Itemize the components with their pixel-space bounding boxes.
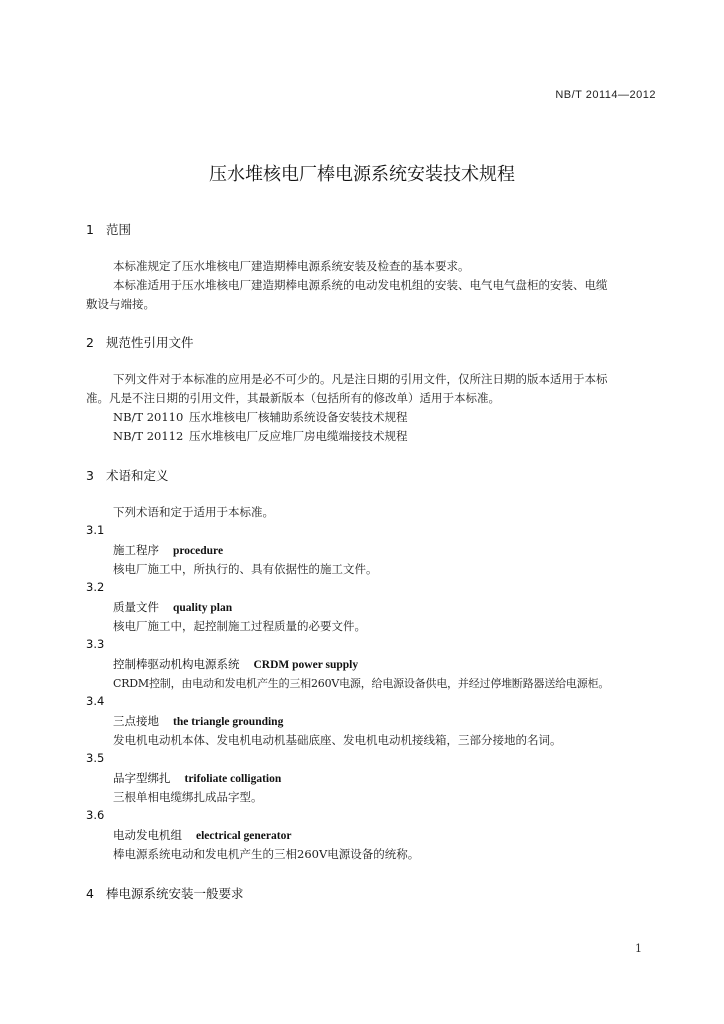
reference-title: 压水堆核电厂核辅助系统设备安装技术规程 (189, 410, 408, 424)
term-en: CRDM power supply (253, 659, 359, 671)
term-zh: 控制棒驱动机构电源系统 (113, 657, 240, 671)
section-2-heading (86, 333, 194, 351)
paragraph: 本标准规定了压水堆核电厂建造期棒电源系统安装及检查的基本要求。 (113, 259, 470, 273)
term-definition: 发电机电动机本体、发电机电动机基础底座、发电机电动机接线箱，三部分接地的名词。 (113, 733, 562, 747)
term-number: 3.3 (86, 637, 105, 651)
normative-reference (113, 409, 408, 425)
section-number: 1 (86, 222, 94, 237)
term-number: 3.4 (86, 694, 105, 708)
term-number: 3.5 (86, 751, 105, 765)
term-definition: 三根单相电缆绑扎成品字型。 (113, 790, 263, 804)
paragraph: 下列术语和定于适用于本标准。 (113, 505, 274, 519)
term-definition: 核电厂施工中，所执行的、具有依据性的施工文件。 (113, 562, 378, 576)
page-number: 1 (635, 942, 642, 955)
term-entry (113, 599, 232, 615)
section-title: 棒电源系统安装一般要求 (106, 886, 244, 901)
term-definition: 棒电源系统电动和发电机产生的三相260V电源设备的统称。 (113, 847, 420, 861)
term-number: 3.1 (86, 523, 105, 537)
reference-code: NB/T 20112 (113, 429, 184, 443)
term-number: 3.2 (86, 580, 105, 594)
section-title: 术语和定义 (106, 468, 169, 483)
term-entry (113, 827, 291, 843)
normative-reference (113, 428, 408, 444)
term-zh: 电动发电机组 (113, 828, 182, 842)
section-4-heading (86, 884, 244, 902)
reference-title: 压水堆核电厂反应堆厂房电缆端接技术规程 (189, 429, 408, 443)
section-3-heading (86, 466, 169, 484)
paragraph: 下列文件对于本标准的应用是必不可少的。凡是注日期的引用文件，仅所注日期的版本适用于本标 (113, 372, 608, 386)
term-entry (113, 713, 283, 729)
paragraph: 本标准适用于压水堆核电厂建造期棒电源系统的电动发电机组的安装、电气电气盘柜的安装、电缆 (113, 278, 608, 292)
term-number: 3.6 (86, 808, 105, 822)
term-zh: 质量文件 (113, 600, 159, 614)
term-en: procedure (173, 545, 224, 557)
term-entry (113, 770, 281, 786)
section-number: 2 (86, 335, 94, 350)
term-zh: 品字型绑扎 (113, 771, 171, 785)
section-1-heading (86, 220, 131, 238)
term-definition: CRDM控制，由电动和发电机产生的三相260V电源，给电源设备供电，并经过停堆断路器送给电源柜。 (113, 677, 610, 690)
term-entry (113, 542, 223, 558)
section-title: 规范性引用文件 (106, 335, 194, 350)
reference-code: NB/T 20110 (113, 410, 184, 424)
paragraph-continuation: 敷设与端接。 (86, 297, 155, 311)
term-zh: 施工程序 (113, 543, 159, 557)
term-en: trifoliate colligation (184, 773, 282, 785)
term-definition: 核电厂施工中，起控制施工过程质量的必要文件。 (113, 619, 366, 633)
standard-number: NB/T 20114—2012 (555, 89, 656, 101)
term-zh: 三点接地 (113, 714, 159, 728)
section-title: 范围 (106, 222, 132, 237)
paragraph-continuation: 准。凡是不注日期的引用文件，其最新版本（包括所有的修改单）适用于本标准。 (86, 391, 500, 405)
document-title: 压水堆核电厂棒电源系统安装技术规程 (209, 164, 515, 185)
term-entry (113, 656, 358, 672)
term-en: quality plan (173, 602, 233, 614)
section-number: 3 (86, 468, 94, 483)
section-number: 4 (86, 886, 94, 901)
term-en: electrical generator (196, 830, 292, 842)
term-en: the triangle grounding (173, 716, 284, 728)
